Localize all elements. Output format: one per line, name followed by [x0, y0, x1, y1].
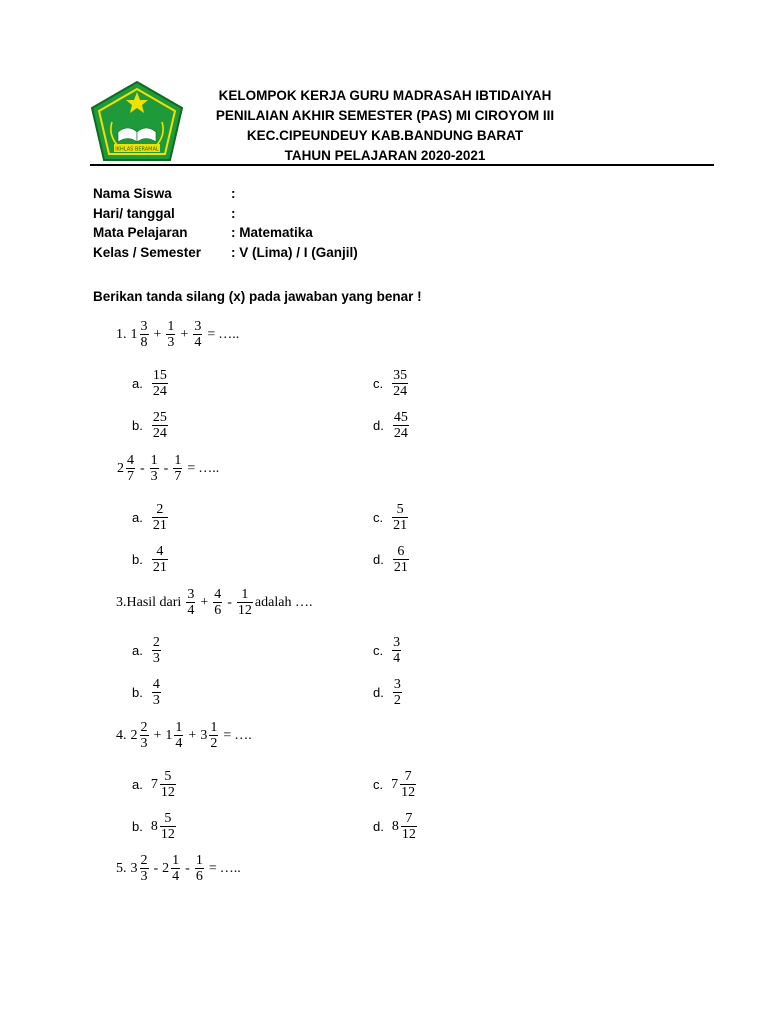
option-letter: d.	[373, 418, 384, 433]
denominator: 24	[393, 426, 408, 441]
numerator: 25	[152, 410, 167, 425]
numerator: 4	[127, 453, 134, 468]
numerator: 2	[156, 502, 164, 517]
info-label: Hari/ tanggal	[93, 205, 175, 221]
numerator: 3	[393, 677, 401, 692]
denominator: 3	[167, 335, 175, 350]
option-c[interactable]	[373, 635, 403, 666]
option-b[interactable]	[132, 544, 170, 575]
fraction	[140, 720, 149, 751]
denominator: 3	[140, 869, 148, 884]
operator: -	[227, 594, 232, 610]
denominator: 21	[393, 560, 408, 575]
fraction	[160, 769, 176, 800]
whole-number: 8	[391, 818, 399, 834]
numerator: 3	[194, 319, 202, 334]
question-text: 1.	[116, 326, 127, 342]
info-value: :	[231, 205, 236, 221]
fraction	[193, 319, 202, 350]
option-letter: a.	[132, 510, 143, 525]
option-a[interactable]	[132, 368, 170, 399]
numerator: 4	[156, 544, 164, 559]
whole-number: 7	[150, 776, 158, 792]
question-text: 5.	[116, 860, 127, 876]
option-letter: b.	[132, 685, 143, 700]
header-divider	[90, 164, 714, 166]
option-letter: c.	[373, 777, 384, 792]
fraction	[392, 635, 401, 666]
instruction-text: Berikan tanda silang (x) pada jawaban yang benar !	[93, 289, 422, 304]
denominator: 4	[187, 603, 195, 618]
denominator: 8	[140, 335, 148, 350]
denominator: 6	[195, 869, 203, 884]
denominator: 21	[152, 518, 167, 533]
option-letter: a.	[132, 643, 143, 658]
question-2	[116, 453, 222, 484]
fraction	[166, 319, 175, 350]
header-line-3: KEC.CIPEUNDEUY KAB.BANDUNG BARAT	[246, 128, 524, 143]
denominator: 21	[152, 560, 167, 575]
question-text: adalah ….	[254, 594, 313, 610]
denominator: 2	[210, 736, 218, 751]
option-letter: c.	[373, 643, 384, 658]
numerator: 1	[195, 853, 203, 868]
fraction	[237, 587, 253, 618]
fraction	[195, 853, 204, 884]
denominator: 3	[152, 651, 160, 666]
question-4	[116, 720, 255, 751]
option-c[interactable]	[373, 368, 410, 399]
option-letter: a.	[132, 777, 143, 792]
info-row-name	[93, 184, 358, 204]
fraction	[213, 587, 222, 618]
info-value: : V (Lima) / I (Ganjil)	[231, 244, 358, 260]
fraction	[392, 502, 408, 533]
option-letter: c.	[373, 376, 384, 391]
option-letter: c.	[373, 510, 384, 525]
numerator: 1	[175, 720, 183, 735]
numerator: 2	[152, 635, 160, 650]
numerator: 1	[174, 453, 182, 468]
fraction	[152, 544, 168, 575]
fraction	[393, 677, 402, 708]
denominator: 7	[174, 469, 182, 484]
fraction	[152, 502, 168, 533]
numerator: 1	[172, 853, 180, 868]
denominator: 21	[393, 518, 408, 533]
numerator: 2	[140, 853, 148, 868]
denominator: 12	[160, 827, 175, 842]
numerator: 5	[164, 811, 172, 826]
fraction	[150, 453, 159, 484]
option-b[interactable]	[132, 677, 163, 708]
option-letter: b.	[132, 819, 143, 834]
fraction	[160, 811, 176, 842]
info-label: Nama Siswa	[93, 186, 172, 201]
numerator: 6	[397, 544, 405, 559]
header-line-1: KELOMPOK KERJA GURU MADRASAH IBTIDAIYAH	[218, 88, 552, 103]
denominator: 4	[393, 651, 401, 666]
numerator: 2	[140, 720, 148, 735]
whole-number: 2	[162, 860, 170, 876]
numerator: 1	[210, 720, 218, 735]
fraction	[152, 677, 161, 708]
whole-number: 3	[200, 727, 208, 743]
fraction	[392, 368, 408, 399]
fraction	[152, 635, 161, 666]
question-text: …..	[198, 460, 220, 476]
question-3	[116, 587, 315, 618]
student-info	[93, 184, 358, 262]
fraction	[400, 769, 416, 800]
numerator: 45	[393, 410, 408, 425]
fraction	[209, 720, 218, 751]
operator: +	[153, 727, 162, 743]
denominator: 3	[152, 693, 160, 708]
denominator: 24	[152, 384, 167, 399]
operator: =	[223, 727, 232, 743]
denominator: 12	[401, 827, 416, 842]
whole-number: 2	[117, 460, 124, 476]
question-1	[116, 319, 242, 350]
numerator: 5	[396, 502, 404, 517]
denominator: 24	[152, 426, 167, 441]
info-value: :	[231, 186, 236, 201]
info-label: Mata Pelajaran	[93, 225, 188, 240]
question-text: 3.Hasil dari	[116, 594, 182, 610]
fraction	[152, 410, 168, 441]
operator: -	[163, 460, 169, 476]
fraction	[126, 453, 135, 484]
option-c[interactable]	[373, 769, 418, 800]
fraction	[140, 319, 149, 350]
denominator: 12	[401, 785, 416, 800]
whole-number: 2	[130, 727, 138, 743]
denominator: 6	[214, 603, 222, 618]
denominator: 4	[194, 335, 202, 350]
info-row-subject	[93, 223, 358, 243]
operator: -	[185, 860, 190, 876]
numerator: 5	[164, 769, 172, 784]
option-letter: a.	[132, 376, 143, 391]
numerator: 3	[393, 635, 401, 650]
question-text: 4.	[116, 727, 127, 743]
operator: =	[187, 460, 196, 476]
option-letter: d.	[373, 819, 384, 834]
fraction	[174, 720, 183, 751]
exam-header	[190, 86, 580, 166]
operator: +	[188, 727, 197, 743]
denominator: 24	[393, 384, 408, 399]
fraction	[393, 544, 409, 575]
question-text: …..	[219, 860, 241, 876]
option-letter: d.	[373, 685, 384, 700]
numerator: 1	[150, 453, 158, 468]
denominator: 4	[175, 736, 183, 751]
numerator: 7	[404, 769, 412, 784]
option-a[interactable]	[132, 635, 163, 666]
operator: =	[208, 860, 217, 876]
option-letter: b.	[132, 418, 143, 433]
info-label: Kelas / Semester	[93, 244, 202, 260]
whole-number: 8	[150, 818, 158, 834]
option-d[interactable]	[373, 677, 404, 708]
option-a[interactable]	[132, 502, 170, 533]
numerator: 1	[241, 587, 249, 602]
fraction	[140, 853, 149, 884]
operator: -	[140, 460, 145, 476]
numerator: 3	[187, 587, 195, 602]
fraction	[171, 853, 180, 884]
operator: +	[180, 326, 189, 342]
denominator: 3	[150, 469, 158, 484]
whole-number: 7	[391, 776, 399, 792]
option-letter: b.	[132, 552, 143, 567]
fraction	[401, 811, 417, 842]
question-5	[116, 853, 244, 884]
whole-number: 3	[130, 860, 138, 876]
question-text: …..	[218, 326, 240, 342]
denominator: 4	[172, 869, 180, 884]
option-b[interactable]	[132, 811, 178, 842]
fraction	[173, 453, 182, 484]
option-letter: d.	[373, 552, 384, 567]
option-c[interactable]	[373, 502, 410, 533]
numerator: 7	[405, 811, 413, 826]
option-a[interactable]	[132, 769, 178, 800]
operator: +	[153, 326, 162, 342]
fraction	[186, 587, 195, 618]
operator: =	[207, 326, 216, 342]
numerator: 4	[214, 587, 222, 602]
denominator: 3	[140, 736, 148, 751]
info-row-date	[93, 204, 358, 224]
option-d[interactable]	[373, 544, 411, 575]
numerator: 1	[167, 319, 175, 334]
denominator: 7	[127, 469, 134, 484]
numerator: 35	[393, 368, 408, 383]
info-row-class	[93, 243, 358, 263]
option-d[interactable]	[373, 410, 411, 441]
denominator: 2	[393, 693, 401, 708]
info-value: : Matematika	[231, 225, 313, 240]
whole-number: 1	[165, 727, 173, 743]
operator: -	[153, 860, 159, 876]
numerator: 3	[140, 319, 148, 334]
kemenag-logo-icon	[90, 80, 185, 164]
numerator: 15	[152, 368, 167, 383]
svg-text:IKHLAS BERAMAL: IKHLAS BERAMAL	[115, 146, 159, 153]
option-d[interactable]	[373, 811, 419, 842]
denominator: 12	[237, 603, 252, 618]
option-b[interactable]	[132, 410, 170, 441]
numerator: 4	[152, 677, 160, 692]
question-text: ….	[234, 727, 252, 743]
fraction	[393, 410, 409, 441]
header-line-4: TAHUN PELAJARAN 2020-2021	[284, 148, 486, 163]
header-line-2: PENILAIAN AKHIR SEMESTER (PAS) MI CIROYOM III	[215, 108, 555, 123]
denominator: 12	[160, 785, 175, 800]
fraction	[152, 368, 168, 399]
whole-number: 1	[130, 326, 138, 342]
operator: +	[200, 594, 209, 610]
